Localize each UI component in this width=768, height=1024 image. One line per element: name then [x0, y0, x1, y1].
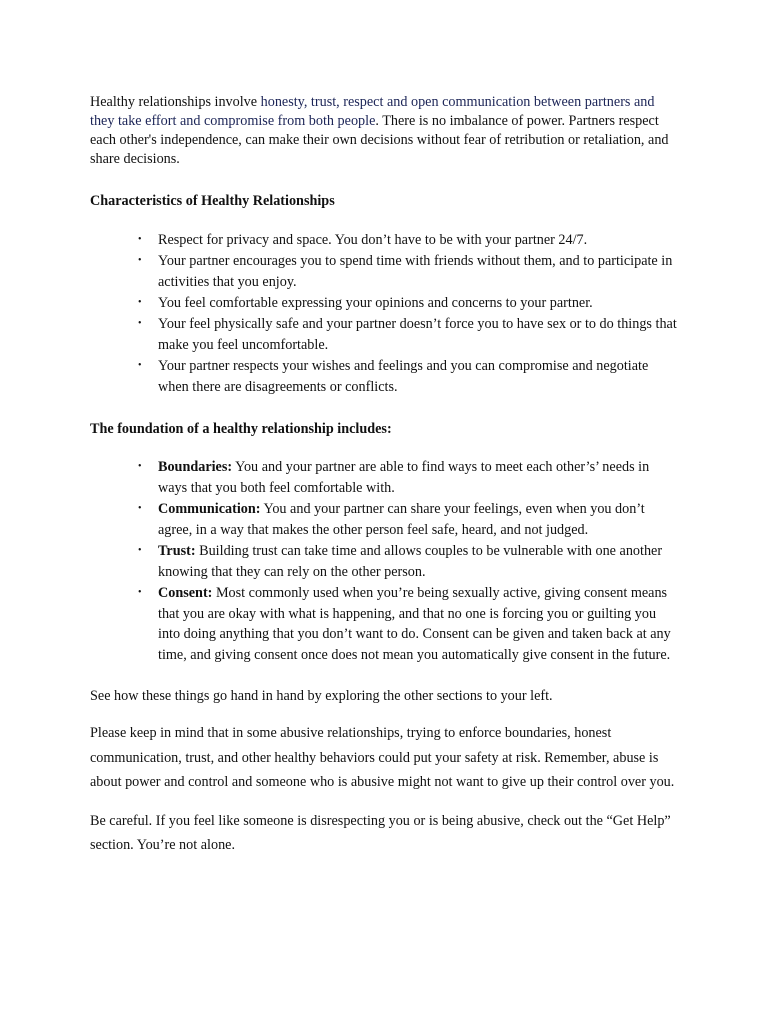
list-item-consent: • Consent: Most commonly used when you’re being sexually active, giving consent means that you are okay with what is happening, and that no one is forcing you or guilting you into doing anything that you don’t want to do. Consent can be given and taken back at any time, and giving consent once does not mean you automatically give consent in the future. [138, 584, 671, 664]
characteristics-heading: Characteristics of Healthy Relationships [90, 193, 335, 209]
list-item-trust: • Trust: Building trust can take time and allows couples to be vulnerable with one another knowing that they can rely on the other person. [138, 542, 663, 580]
bullet-icon: • [138, 586, 142, 598]
careful-paragraph: Be careful. If you feel like someone is disrespecting you or is being abusive, check out the “Get Help” section. You’re not alone. [90, 812, 671, 854]
bullet-icon: • [138, 318, 142, 330]
bullet-icon: • [138, 234, 142, 245]
see-how-paragraph: See how these things go hand in hand by exploring the other sections to your left. [90, 688, 553, 705]
intro-paragraph [90, 93, 680, 169]
term-label: Consent: [158, 584, 213, 601]
list-item: • Your partner encourages you to spend time with friends without them, and to participate in activities that you enjoy. [138, 253, 673, 290]
intro-text-end: . There is no imbalance of power. Partners respect each other's independence, can make their own decisions without fear of retribution or retaliation, and share decisions. [90, 113, 669, 167]
bullet-icon: • [138, 297, 142, 309]
list-item: • Your partner respects your wishes and feelings and you can compromise and negotiate when there are disagreements or conflicts. [138, 358, 649, 396]
term-label: Communication: [158, 500, 261, 517]
list-item-communication: • Communication: You and your partner can share your feelings, even when you don’t agree, in a way that makes the other person feel safe, heard, and not judged. [138, 500, 645, 538]
foundation-heading: The foundation of a healthy relationship includes: [90, 420, 392, 437]
list-item: • Respect for privacy and space. You don’t have to be with your partner 24/7. [90, 230, 680, 251]
document-page [90, 93, 680, 858]
bullet-icon: • [138, 255, 142, 267]
bullet-icon: • [138, 502, 142, 514]
intro-highlighted-text: honesty, trust, respect and open communication between partners and they take effort and compromise from both people [90, 94, 655, 129]
bullet-icon: • [138, 544, 142, 556]
list-item: • You feel comfortable expressing your opinions and concerns to your partner. [90, 293, 680, 314]
list-item-boundaries: • Boundaries: You and your partner are able to find ways to meet each other’s’ needs in ways that you both feel comfortable with. [138, 458, 650, 496]
bullet-icon: • [138, 360, 142, 372]
bullet-icon: • [138, 460, 142, 472]
foundation-list [90, 457, 680, 666]
term-label: Boundaries: [158, 458, 233, 475]
warning-paragraph: Please keep in mind that in some abusive relationships, trying to enforce boundaries, honest communication, trust, and other healthy behaviors could put your safety at risk. Remember, abuse is about power and control and someone who is abusive might not want to give up their control over you. [90, 725, 675, 791]
characteristics-list [90, 230, 680, 398]
list-item: • Your feel physically safe and your partner doesn’t force you to have sex or to do things that make you feel uncomfortable. [138, 316, 677, 354]
intro-text-start: Healthy relationships involve [90, 94, 261, 110]
term-label: Trust: [158, 542, 196, 559]
